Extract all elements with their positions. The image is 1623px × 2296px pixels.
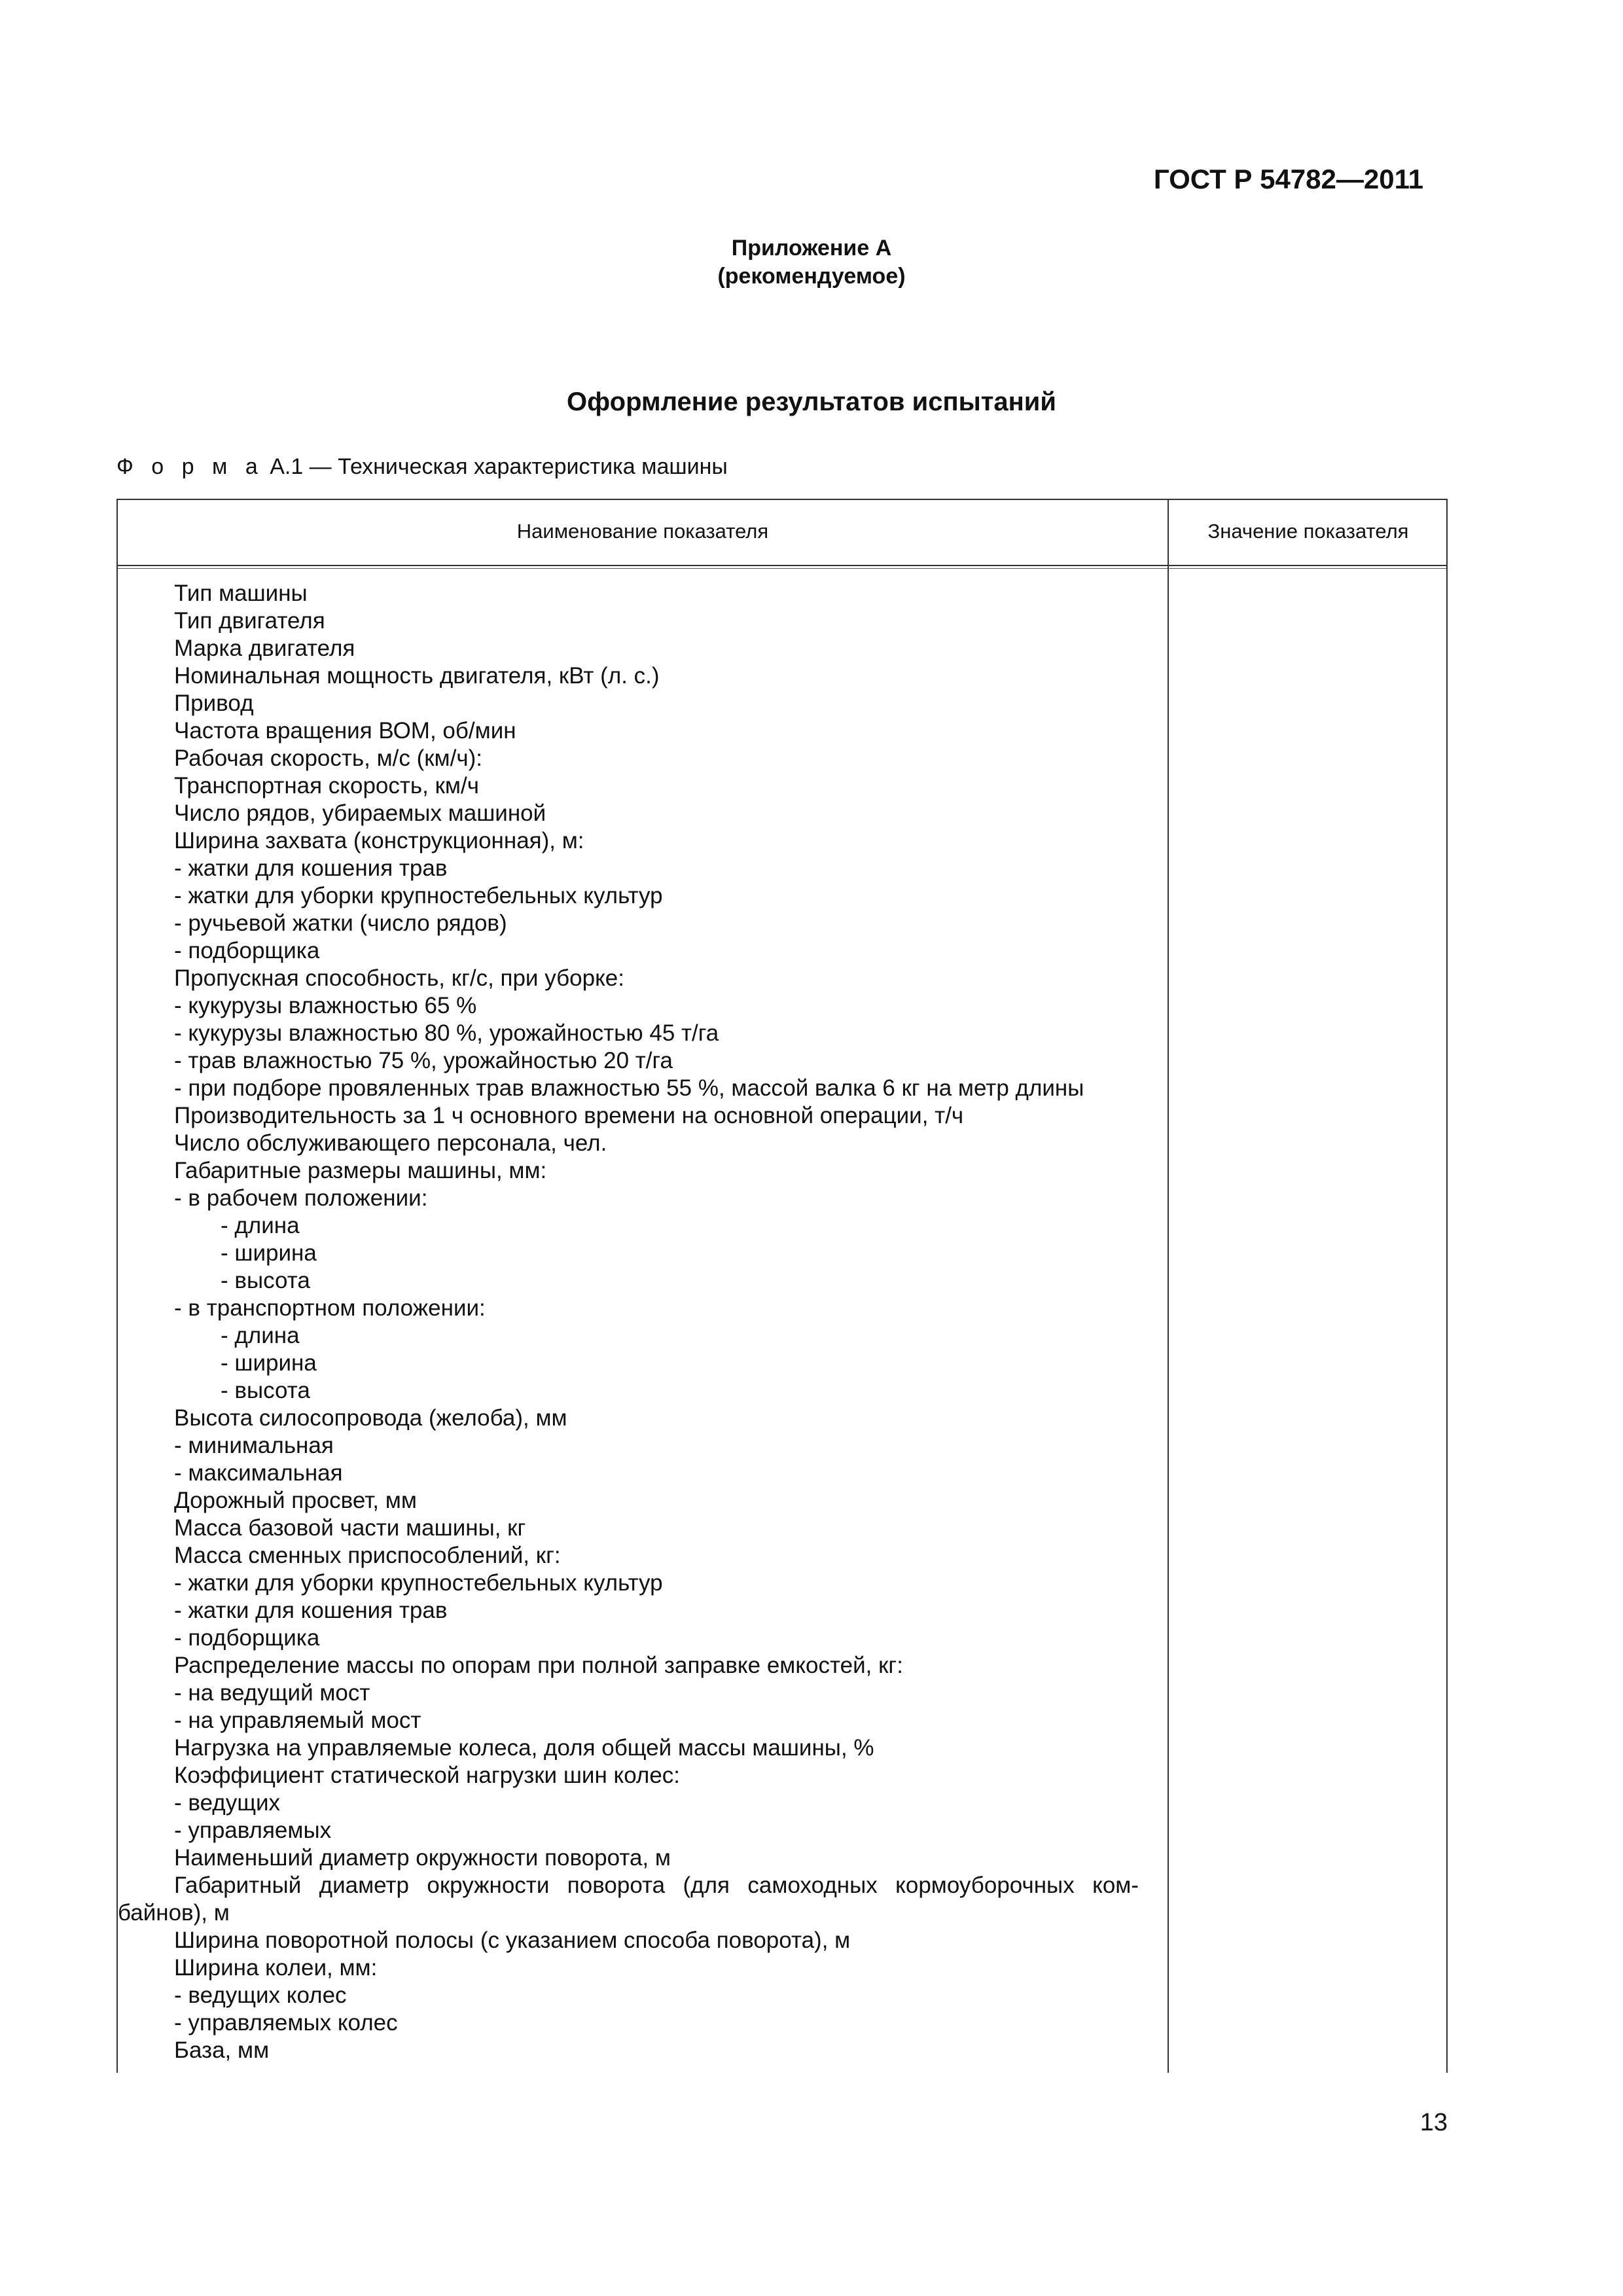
form-caption-text: А.1 — Техническая характеристика машины — [263, 454, 728, 479]
section-title: Оформление результатов испытаний — [567, 387, 1056, 416]
table-row: - ширина — [221, 1240, 317, 1266]
table-row: - жатки для кошения трав — [174, 855, 448, 881]
table-row: - трав влажностью 75 %, урожайностью 20 т/га — [174, 1048, 673, 1073]
table-row: Тип двигателя — [174, 608, 325, 634]
table-row: Габаритный диаметр окружности поворота (для самоходных кормоуборочных ком-байнов), м — [118, 1873, 1139, 1926]
table-row: - жатки для уборки крупностебельных культур — [174, 1570, 663, 1596]
table-row: - жатки для уборки крупностебельных культур — [174, 883, 663, 908]
header-indicator-value: Значение показателя — [1207, 520, 1409, 543]
table-row: Тип машины — [174, 581, 308, 606]
table-row: Коэффициент статической нагрузки шин колес: — [174, 1763, 681, 1788]
table-row: Производительность за 1 ч основного времени на основной операции, т/ч — [174, 1103, 964, 1128]
table-row: Габаритные размеры машины, мм: — [174, 1158, 547, 1183]
table-row: - длина — [221, 1323, 300, 1348]
table-row: - подборщика — [174, 1625, 320, 1651]
table-row: - на управляемый мост — [174, 1708, 421, 1733]
characteristics-table — [116, 499, 1448, 2073]
form-caption — [116, 454, 728, 480]
table-row: - при подборе провяленных трав влажностью 55 %, массой валка 6 кг на метр длины — [174, 1075, 1084, 1101]
table-row: - ширина — [221, 1350, 317, 1376]
table-row: Ширина поворотной полосы (с указанием способа поворота), м — [174, 1928, 851, 1953]
table-row: Ширина колеи, мм: — [174, 1955, 378, 1981]
table-row: База, мм — [174, 2037, 270, 2063]
annex-title: Приложение А — [731, 236, 892, 260]
table-row: - минимальная — [174, 1433, 334, 1458]
table-row: Число рядов, убираемых машиной — [174, 800, 546, 826]
annex-subtitle: (рекомендуемое) — [717, 264, 906, 289]
table-row: Масса сменных приспособлений, кг: — [174, 1543, 561, 1568]
page-number: 13 — [1419, 2109, 1448, 2136]
table-row: Рабочая скорость, м/с (км/ч): — [174, 745, 482, 771]
header-separator-double — [118, 568, 1446, 569]
table-row: - высота — [221, 1378, 310, 1403]
table-row: - управляемых — [174, 1818, 332, 1843]
table-row: Высота силосопровода (желоба), мм — [174, 1405, 567, 1431]
table-row: Пропускная способность, кг/с, при уборке: — [174, 965, 624, 991]
table-row: - в транспортном положении: — [174, 1295, 486, 1321]
table-row: Ширина захвата (конструкционная), м: — [174, 828, 584, 853]
table-row: - кукурузы влажностью 80 %, урожайностью 45 т/га — [174, 1020, 719, 1046]
table-row: - управляемых колес — [174, 2010, 398, 2036]
header-separator — [118, 565, 1446, 566]
table-row: - ведущих колес — [174, 1982, 347, 2008]
table-row: - ручьевой жатки (число рядов) — [174, 910, 507, 936]
table-row: Распределение массы по опорам при полной заправке емкостей, кг: — [174, 1653, 903, 1678]
document-code: ГОСТ Р 54782—2011 — [1153, 164, 1423, 194]
table-row: - жатки для кошения трав — [174, 1598, 448, 1623]
table-row: Транспортная скорость, км/ч — [174, 773, 479, 798]
table-row: - кукурузы влажностью 65 % — [174, 993, 477, 1018]
table-row: Наименьший диаметр окружности поворота, м — [174, 1845, 671, 1871]
form-label: Ф о р м а — [116, 454, 264, 479]
header-indicator-name: Наименование показателя — [516, 520, 769, 543]
table-row: - ведущих — [174, 1790, 281, 1816]
table-row: - максимальная — [174, 1460, 343, 1486]
table-row: - высота — [221, 1268, 310, 1293]
table-rows — [118, 580, 1158, 2064]
table-row: Число обслуживающего персонала, чел. — [174, 1130, 607, 1156]
table-row: Нагрузка на управляемые колеса, доля общей массы машины, % — [174, 1735, 874, 1761]
table-row: Привод — [174, 691, 254, 716]
table-row: Частота вращения ВОМ, об/мин — [174, 718, 516, 744]
table-row: - длина — [221, 1213, 300, 1238]
table-row: Масса базовой части машины, кг — [174, 1515, 526, 1541]
table-row: Номинальная мощность двигателя, кВт (л. с.) — [174, 663, 660, 689]
table-row: Дорожный просвет, мм — [174, 1488, 417, 1513]
table-row: - на ведущий мост — [174, 1680, 370, 1706]
table-row: - в рабочем положении: — [174, 1185, 428, 1211]
table-row: Марка двигателя — [174, 636, 355, 661]
table-row: - подборщика — [174, 938, 320, 963]
column-separator — [1168, 500, 1169, 2073]
